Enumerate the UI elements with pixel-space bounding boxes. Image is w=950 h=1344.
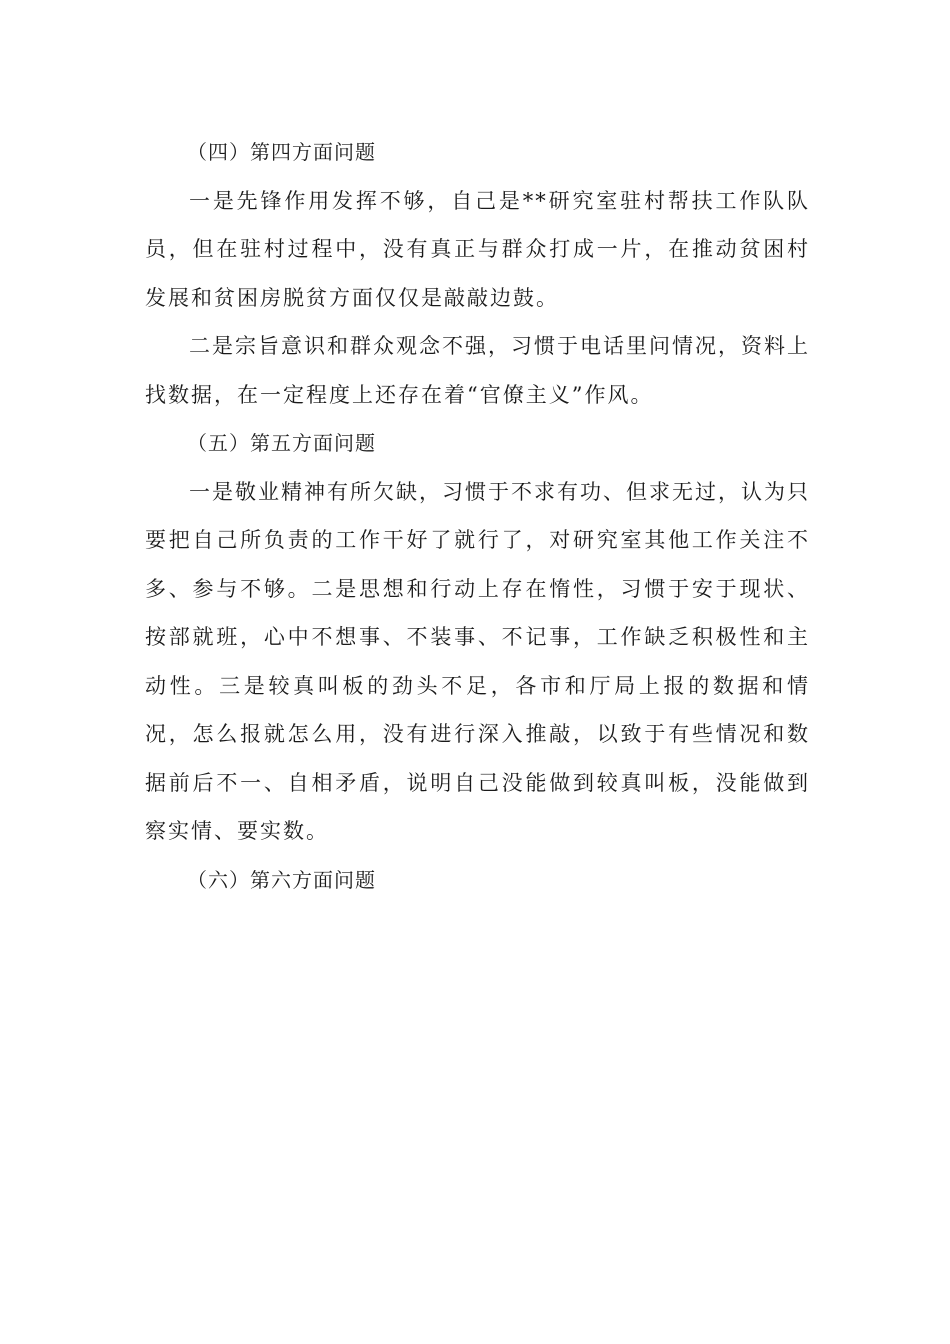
document-body (145, 128, 810, 904)
section-heading-5: （五）第五方面问题 (187, 431, 376, 455)
paragraph-4-2: 二是宗旨意识和群众观念不强，习惯于电话里问情况，资料上找数据，在一定程度上还存在着“官僚主义”作风。 (145, 334, 810, 407)
section-heading-4: （四）第四方面问题 (187, 140, 376, 164)
paragraph-5-1: 一是敬业精神有所欠缺，习惯于不求有功、但求无过，认为只要把自己所负责的工作干好了就行了，对研究室其他工作关注不多、参与不够。二是思想和行动上存在惰性，习惯于安于现状、按部就班，心中不想事、不装事、不记事，工作缺乏积极性和主动性。三是较真叫板的劲头不足，各市和厅局上报的数据和情况，怎么报就怎么用，没有进行深入推敲，以致于有些情况和数据前后不一、自相矛盾，说明自己没能做到较真叫板，没能做到察实情、要实数。 (145, 479, 810, 843)
paragraph-4-1: 一是先锋作用发挥不够，自己是**研究室驻村帮扶工作队队员，但在驻村过程中，没有真正与群众打成一片，在推动贫困村发展和贫困房脱贫方面仅仅是敲敲边鼓。 (145, 188, 810, 310)
section-heading-6: （六）第六方面问题 (187, 867, 376, 892)
